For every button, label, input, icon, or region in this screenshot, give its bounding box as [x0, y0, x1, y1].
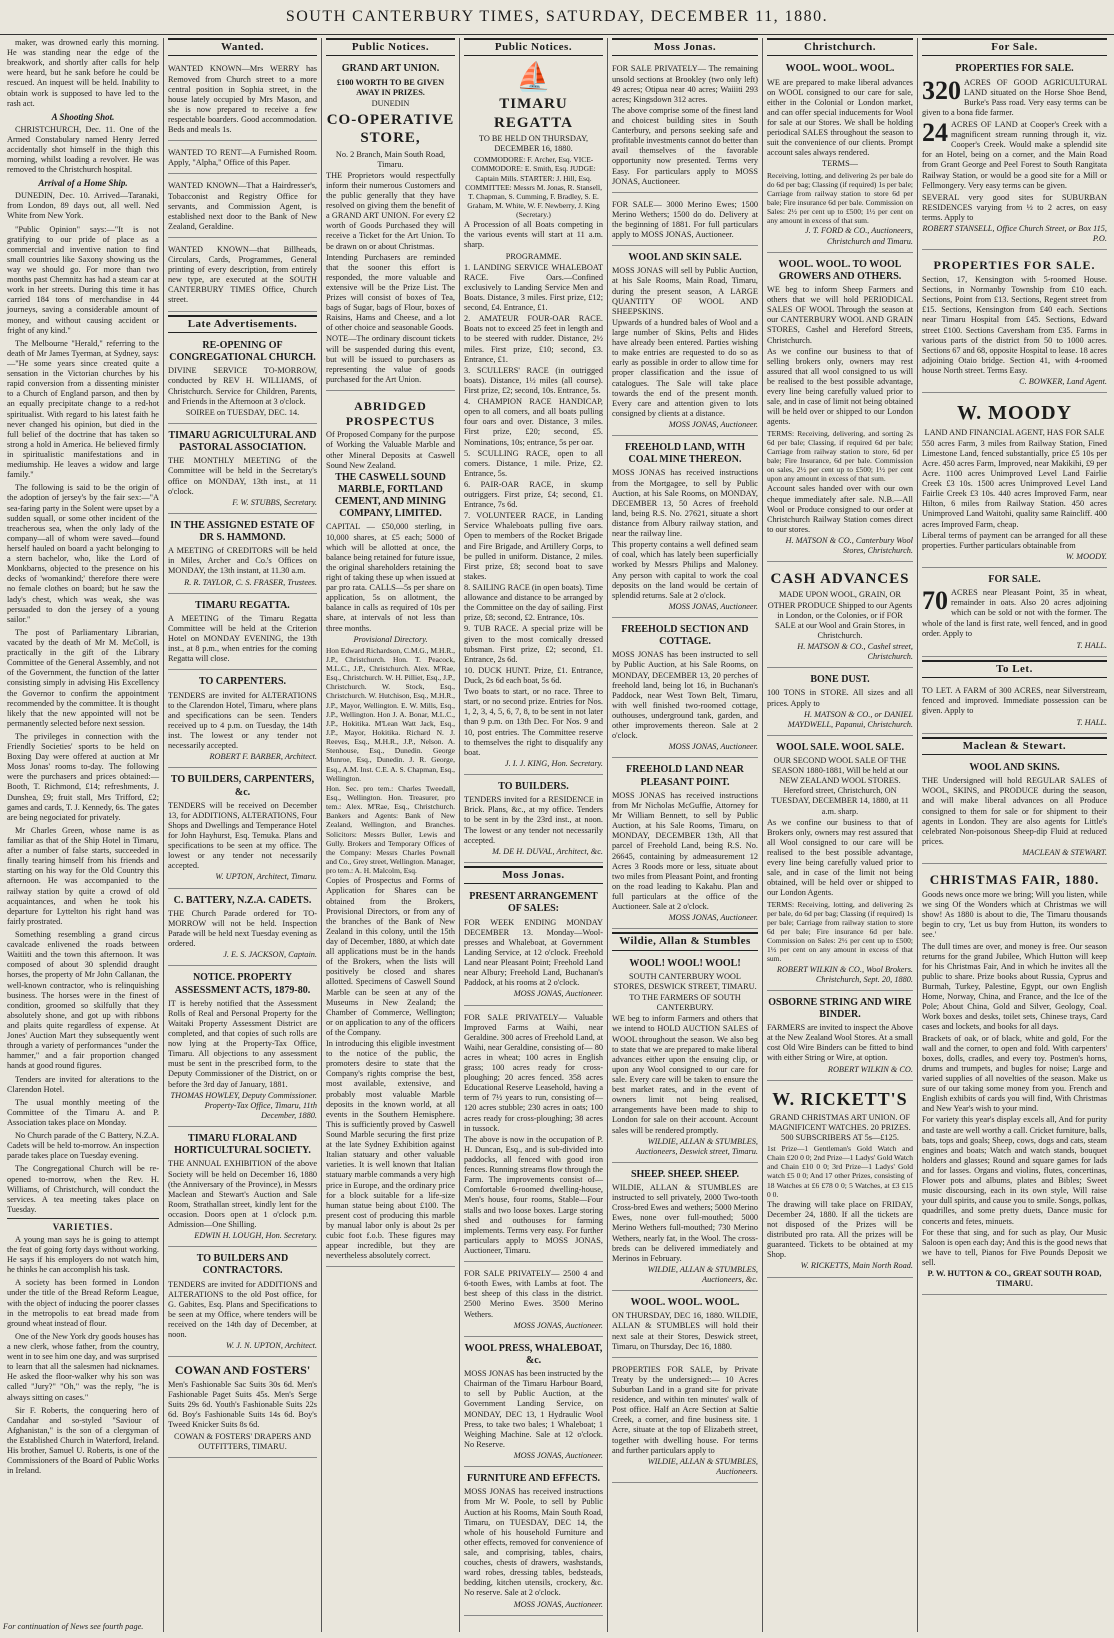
news-paragraph: Something resembling a grand circus cavalcade enlivened the roads between Waitiiti and the town this afternoon. It was composed of about 30 splendid draught horses, the property of Mr John Callanan, the well-known contractor, who is relinquishing business. The horses were in the finest of condition, groomed so skilfully that they absolutely shone, and got up with ribbons and plaits quite regardless of expense. At Jones' Auction Mart they subsequently went through a variety of performances "under the hammer," and a fair proportion changed hands at good round figures. [7, 930, 159, 1071]
page-columns [3, 38, 1111, 1632]
ad-title: C. BATTERY, N.Z.A. CADETS. [173, 894, 312, 906]
ad-signature: H. MATSON & CO., Canterbury Wool Stores, Christchurch. [785, 535, 913, 556]
ad-text: As we confine our business to that of selling brokers only, owners may rest assured that all wool consigned to us will be realised to the best possible advantage, every line being carefully valued prior to sale, and in case of limit not being obtained will be held over or shipped to our London agents. [767, 346, 913, 427]
ad-text [922, 75, 1107, 118]
ad-signature: COWAN & FOSTERS' DRAPERS AND OUTFITTERS, TIMARU. [173, 1431, 312, 1451]
ad-text: THE ANNUAL EXHIBITION of the above Society will be held on December 16, 1880 (the Anniversary of the Province), in Messrs Maclean and Stewart's Auction and Sale Room, Strathallan street, kindly lent for the occasion. Doors open at 1 o'clock p.m. Admission—One Shilling. [168, 1159, 317, 1230]
ad-text: TENDERS will be received on December 13, for ADDITIONS, ALTERATIONS, Four Shops and Dwellings and Temperance Hotel for John Hayhurst, Esq. Temuka. Plans and specifications to be seen at my office. The lowest or any tender not necessarily accepted. [168, 800, 317, 871]
ad-ford-wool [767, 60, 913, 252]
ad-signature: MOSS JONAS, Auctioneer. [513, 1599, 603, 1609]
ad-text: THE MONTHLY MEETING of the Committee will be held in the Secretary's office on MONDAY, 13th inst., at 11 o'clock. [168, 456, 317, 496]
ad-title: FREEHOLD SECTION AND COTTAGE. [621, 624, 749, 648]
ad-art-union [326, 60, 455, 391]
news-shooting: CHRISTCHURCH, Dec. 11. One of the Armed Constabulary named Henry Jerred accidentally shot himself in the thigh this morning, whilst loading a revolver. He was removed to the Christchurch hospital. [7, 124, 159, 175]
ad-assessment [168, 969, 317, 1127]
ad-signature: J. T. FORD & CO., Auctioneers, Christchurch and Timaru. [804, 226, 913, 246]
ad-text: LAND AND FINANCIAL AGENT, HAS FOR SALE [924, 427, 1105, 437]
ad-sections [612, 60, 758, 192]
ad-text: FOR WEEK ENDING MONDAY DECEMBER 13. Monday—Wool-presses and Whaleboat, at Government Landing Service, at 12 o'clock. Freehold Land near Pleasant Point; Freehold Land near Albury; Freehold Land, Buchanan's Paddock, at his rooms at 2 o'clock. [464, 917, 603, 988]
ad-cottage [612, 621, 758, 758]
ad-text: MOSS JONAS has received instructions from the Mortgagee, to sell by Public Auction, at his Sale Rooms, on MONDAY, DECEMBER 13, 50 Acres of freehold land, being R.S. No. 27621, situate a short distance from Albury railway station, and near the railway line. [612, 468, 758, 539]
regatta-event: 5. SCULLING RACE, open to all comers. Distance, 1 mile. Prize, £2. Entrance, 5s. [464, 448, 603, 478]
ad-signature: MOSS JONAS, Auctioneer. [513, 1320, 603, 1330]
ad-signature: M. DE H. DUVAL, Architect, &c. [492, 846, 603, 856]
ad-title: OSBORNE STRING AND WIRE BINDER. [768, 996, 912, 1020]
ad-subheading: PROGRAMME. [505, 251, 562, 261]
regatta-event: 9. TUB RACE. A special prize will be given to the most comically dressed tubsman. First prize, £2; second, £1. Entrance, 2s 6d. [464, 624, 603, 664]
ad-title: FREEHOLD LAND, WITH COAL MINE THEREON. [624, 442, 746, 466]
ad-text: The drawing will take place on FRIDAY, December 24, 1880. If all the tickets are not disposed of the Prizes will be distributed pro rata. All the prizes will be guaranteed. Tickets to be obtained at my Shop. [767, 1199, 913, 1260]
ad-signature: MOSS JONAS, Auctioneer. [513, 989, 603, 999]
ad-title: THE CASWELL SOUND MARBLE, FORTLAND CEMENT, AND MINING COMPANY, LIMITED. [334, 471, 447, 520]
regatta-event: 1. LANDING SERVICE WHALEBOAT RACE. Five Oars.—Confined exclusively to Landing Service Men and Boats. Distance, 3 miles. First prize, £12; second, £4. Entrance, £1. [464, 262, 603, 313]
ad-text: OUR SECOND WOOL SALE OF THE SEASON 1880-1881, Will be held at our NEW ZEALAND WOOL STORES. Hereford street, Christchurch, ON TUESDAY, DECEMBER 14, 1880, at 11 a.m. sharp. [771, 756, 909, 816]
ad-big-title: CHRISTMAS FAIR, 1880. [929, 872, 1100, 888]
column-christchurch [762, 38, 917, 1632]
ad-signature: T. HALL. [1076, 717, 1107, 727]
ad-text: WANTED KNOWN—Mrs WERRY has Removed from Church street to a more central position in Sophia street, in the house lately occupied by Mrs Mason, and she is now prepared to receive a few respectable boarders. Good accommodation. Beds and meals 1s. [168, 64, 317, 135]
ad-text: FOR SALE PRIVATELY— Valuable Improved Farms at Waihi, near Geraldine. 300 acres of Freehold Land, at Waihi, near Geraldine, consisting of— 80 acres in wheat; 100 acres in English grass; 100 acres ready for cross-ploughing; 20 acres fenced. 358 acres Educational Reserve Leasehold, having a term of 7½ years to run, consisting of— 120 acres stubble; 230 acres in oats; 100 acres ready for cross-ploughing; 38 acres in tussock. [464, 1012, 603, 1133]
ad-text: THE Undersigned will hold REGULAR SALES of WOOL, SKINS, and PRODUCE during the season, and will make liberal advances on all Produce consigned to them for sale or for shipment to their agents in London. They are also agents for Little's celebrated Non-poisonous Sheep-dip Fluid at reduced prices. [922, 776, 1107, 846]
ad-title: WOOL AND SKINS. [969, 762, 1060, 774]
ad-text: For variety this year's display excels all, And for purity and taste are well worthy a call. Cricket furniture, balls, bats, tops and goals; Sheep, cows, dogs and cats, steam engines and boats; Watch and watch stands, bouquet holders and glasses; Round and square games for lads and for lasses. Organs and violins, flutes, concertinas, Flower pots and albums, plates and Bibles; Sweet music discoursing, each in its own style, Will raise your dull spirits, and cause you to smile. Songs, polkas, quadrilles, and some pretty duets, Dance music for concerts and fetes, minuets. [922, 1115, 1107, 1226]
ad-hall-sale [922, 571, 1107, 657]
ad-title: FREEHOLD LAND NEAR PLEASANT POINT. [626, 764, 744, 788]
ad-text: WANTED TO RENT—A Furnished Room. Apply, "Alpha," Office of this Paper. [168, 148, 317, 168]
ad-text: MOSS JONAS has received instructions from Mr W. Poole, to sell by Public Auction at his Rooms, Main South Road, Timaru, on TUESDAY, DEC 14, the whole of his household Furniture and other effects, removed for convenience of sale, and comprising, tables, chairs, couches, chests of drawers, washstands, ward robes, dressing tables, bedsteads, bedding, kitchen utensils, crockery, &c. No reserve. Sale at 2 o'clock. [464, 1487, 603, 1598]
ad-wilkin-wool-sale [767, 739, 913, 991]
ad-bone-dust [767, 671, 913, 736]
ad-text: MOSS JONAS has been instructed to sell by Public Auction, at his Sale Rooms, on MONDAY, DECEMBER 13, 20 perches of freehold land, being lot 16, in Buchanan's Paddock, near West Town Belt, Timaru, with well finished two-roomed cottage, outhouses, underground tank, garden, and other improvements thereon. Sale at 2 o'clock. [612, 650, 758, 741]
ad-signature: C. BOWKER, Land Agent. [1019, 377, 1107, 387]
ad-text: ON THURSDAY, DEC 16, 1880. WILDIE, ALLAN & STUMBLES will hold their next sale at their Stores, Deswick street, Timaru, on Thursday, Dec 16, 1880. [612, 1311, 758, 1351]
ad-text: This property contains a well defined seam of coal, which has lately been superficially worked by Messrs Philips and Maloney. Any person with capital to work the coal deposits on the land would be certain of splendid returns. Sale at 2 o'clock. [612, 540, 758, 600]
column-moss-jonas [607, 38, 762, 1632]
ad-sales-arrangement [464, 888, 603, 1005]
ad-title: FURNITURE AND EFFECTS. [466, 1473, 601, 1485]
ad-pleasant-point [612, 761, 758, 929]
news-paragraph: The Congregational Church will be re-opened to-morrow, when the Rev. H. Williams, of Christchurch, will conduct the services. A tea meeting takes place on Tuesday. [7, 1164, 159, 1214]
ad-wanted [168, 144, 317, 174]
ad-signature: T. HALL. [1076, 640, 1107, 650]
ad-signature: W. UPTON, Architect, Timaru. [215, 872, 317, 882]
ad-text: 100 TONS in STORE. All sizes and all prices. Apply to [767, 688, 913, 708]
ad-regatta-meeting [168, 597, 317, 671]
ad-signature: H. MATSON & CO., Cashel street, Christchurch. [797, 642, 913, 662]
acreage-number: 320 [922, 75, 961, 105]
ad-text: A MEETING of CREDITORS will be held in Miles, Archer and Co.'s Offices on MONDAY, the 13th instant, at 11.30 a.m. [168, 546, 317, 576]
ad-text: MOSS JONAS will sell by Public Auction, at his Sale Rooms, Main Road, Timaru, during the present season, A LARGE QUANTITY OF WOOL AND SHEEPSKINS. [612, 266, 758, 316]
ad-title: WOOL. WOOL. WOOL. [785, 63, 895, 75]
ad-signature: MOSS JONAS, Auctioneer. [668, 601, 758, 611]
ad-floral [168, 1130, 317, 1247]
news-paragraph: Mr Charles Green, whose name is as familiar as that of the Ship Hotel in Timaru, after a number of false starts, succeeded in finally tearing himself from his friends and starting on his way for the Old Country this afternoon. He was accompanied to the railway station by quite a crowd of old acquaintances, and when he took his departure for Lyttelton his right hand was fairly prostrated. [7, 825, 159, 926]
ad-hammond [168, 517, 317, 594]
ad-text: SOUTH CANTERBURY WOOL STORES, DESWICK STREET, TIMARU. [613, 971, 757, 991]
ad-title: WOOL AND SKIN SALE. [628, 252, 742, 264]
ad-text: Upwards of a hundred bales of Wool and a large number of Skins, Pelts and Hides have already been entered. Parties wishing to make entries are requested to do so as early as possible in order to allow time for proper classification and the issue of catalogues. The Sale will take place towards the end of the present month. Every care and attention given to lots consigned by clients at a distance. [612, 317, 758, 418]
regatta-event: 2. AMATEUR FOUR-OAR RACE. Boats not to exceed 25 feet in length and to be steered with rudder. Distance, 2½ miles. First prize, £10; second, £3. Entrance, £1. [464, 314, 603, 364]
ad-text: THE Church Parade ordered for TO-MORROW will not be held. Inspection Parade will be held next Tuesday evening as ordered. [168, 908, 317, 949]
varieties-item: A young man says he is going to attempt the feat of going forty days without working. He says if his employers do not watch him, he thinks he can accomplish his task. [7, 1234, 159, 1275]
ad-stansell [922, 60, 1107, 250]
ad-text: Goods news once more we bring; Will you listen, while we sing Of the Wonders which at Christmas we will show! As 1880 is about to die, The Timaru thousands begin to cry, 'Let us buy from Hutton, its wonders to see.' [922, 890, 1107, 940]
ad-title: GRAND ART UNION. [341, 63, 440, 75]
ad-text: CAPITAL — £50,000 sterling, in 10,000 shares, at £5 each; 5000 of which will be allotted at once, the balance being retained for future issue, the original shareholders retaining the right of taking these up when issued at par pro rata. CALLS—5s per share on application, 5s on allotment, the balance in calls as required of 10s per share, at intervals of not less than three months. [326, 522, 456, 633]
news-paragraph: "Public Opinion" says:—"It is not gratifying to our pride of place as a commercial and inventive nation to find small countries like Saxony showing us the way we should go. For more than two months past Chemnitz has had a steam car at work in her streets. During this time it has carried 184 tons of merchandise in 44 journeys, saving a considerable amount of money, and without causing accident or fright of any kind." [7, 224, 159, 335]
ad-binder [767, 994, 913, 1081]
ad-text: As we confine our business to that of Brokers only, owners may rest assured that all Wool consigned to our care will be realised to the best possible advantage, every line being carefully valued prior to sale, and in case of the limit not being obtained, will be held over or shipped to our London Agents. [767, 817, 913, 898]
ad-title: WOOL. WOOL. TO WOOL GROWERS AND OTHERS. [778, 258, 902, 282]
ad-big-title: CASH ADVANCES [770, 571, 910, 588]
ad-sheep [612, 1166, 758, 1291]
acreage-number: 70 [922, 586, 948, 616]
ad-matson-wool [767, 256, 913, 563]
ad-text: 550 acres Farm, 3 miles from Railway Station, Fined Limestone Land, fenced substantially, price £5 10s per Acre. 450 acres Farm, Improved, near Makikihi, £9 per Acre. 1100 acres Unimproved Level Land Fairlie Creek £3 10s. 1500 acres Unimproved Level Land Fairlie Creek £3 10s. 440 acres Improved Farm, near Hilton, 6 miles from Railway Station. 450 acres Unimproved Land Waitohi, quality same Raincliff. 400 acres Improved Farm, cheap. [922, 438, 1107, 529]
varieties-item: Sir F. Roberts, the conquering hero of Candahar and so-styled "Saviour of Afghanistan," is the son of a clergyman of the Established Church in Waterford, Ireland. His brother, Samuel U. Roberts, is one of the Commissioners of the Board of Public Works in Ireland. [7, 1405, 159, 1476]
ad-text: £100 WORTH TO BE GIVEN AWAY IN PRIZES. [336, 77, 445, 97]
ad-properties [612, 1361, 758, 1483]
ad-merino [612, 196, 758, 246]
ad-bowker [922, 253, 1107, 393]
ad-text [922, 120, 1107, 191]
ad-text: Liberal terms of payment can be arranged for all these properties. Further particulars obtainable from [922, 530, 1107, 550]
ad-text: DIVINE SERVICE TO-MORROW, conducted by REV H. WILLIAMS, of Christchurch. Service for Children, Parents, and Friends in the Afternoon at 3 o'clock. [168, 366, 317, 406]
ad-wanted [168, 241, 317, 312]
ad-text: A MEETING of the Timaru Regatta Committee will be held at the Criterion Hotel on MONDAY EVENING, the 13th inst., at 8 p.m., when entries for the coming Regatta will close. [168, 613, 317, 664]
ad-maclean-wool [922, 759, 1107, 864]
section-heading-christchurch: Christchurch. [767, 38, 913, 56]
ad-text: FOR SALE PRIVATELY— The remaining unsold sections at Brookley (two only left) 49 acres; Otipua near 40 acres; Waiiiti 293 acres; Kingsdown 312 acres. [612, 64, 758, 104]
ad-text: FOR SALE PRIVATELY— 2500 4 and 6-tooth Ewes, with Lambs at foot. The best sheep of this class in the district. 2500 Merino Ewes. 3500 Merino Wethers. [464, 1269, 603, 1319]
regatta-event: 4. CHAMPION RACE HANDICAP, open to all comers, and all boats pulling four oars and over. Distance, 3 miles. First prize, £20; second, £5. Nominations, 10s; entrance, 5s per oar. [464, 397, 603, 447]
ad-signature: MOSS JONAS, Auctioneer. [668, 742, 758, 752]
ad-signature: W. J. N. UPTON, Architect. [225, 1341, 317, 1351]
ad-title: WOOL! WOOL! WOOL! [629, 957, 741, 969]
ad-big-title: TIMARU REGATTA [494, 96, 573, 131]
varieties-item: One of the New York dry goods houses has a new clerk, whose father, from the country, went in to see him one day, and was surprised to learn that all the salesmen had nicknames. He asked the floor-walker why his son was called "Jury?" "Oh," was the reply, "he is always sitting on cases." [7, 1331, 159, 1402]
ad-cowan-fosters [168, 1360, 317, 1457]
ad-big-title: PROPERTIES FOR SALE. [933, 258, 1096, 273]
news-ship: DUNEDIN, Dec. 10. Arrived—Taranaki, from London, 89 days out, all well. Ned White from New York. [7, 191, 159, 221]
ad-big-title: W. MOODY [956, 402, 1073, 425]
ad-regatta [464, 60, 603, 775]
news-heading-shooting: A Shooting Shot. [51, 111, 115, 122]
ad-terms: Receiving, lotting, and delivering 2s per bale do do 6d per bag; Classing (if required) 1s per bale; Carriage from railway station to store 6d per bale; Fire insurance 6d per bale. Commission on Sales: 2½ per cent up to £500; 1½ per cent on any amount in excess of that sum. [767, 170, 913, 226]
ad-text: No. 2 Branch, Main South Road, Timaru. [335, 149, 446, 169]
varieties-item: A society has been formed in London under the title of the Bread Reform League, with the object of inducing the poorer classes in the metropolis to eat bread made from ground wheat instead of flour. [7, 1278, 159, 1328]
section-heading-public-notices: Public Notices. [464, 38, 603, 56]
ad-big-title: CO-OPERATIVE STORE, [326, 111, 455, 147]
ad-signature: THOMAS HOWLEY, Deputy Commissioner. Property-Tax Office, Timaru, 11th December, 1880. [170, 1090, 317, 1120]
ad-wanted [168, 60, 317, 141]
ad-signature: ROBERT WILKIN & CO., Wool Brokers. Christchurch, Sept. 20, 1880. [776, 964, 913, 984]
prize-list: 1st Prize—1 Gentleman's Gold Watch and Chain £20 0 0; 2nd Prize—1 Ladys' Gold Watch and Chain £10 0 0; 3rd Prize—1 Ladys' Gold watch £5 0 0; And 17 other Prizes, consisting of 18 Watches at £6 £78 0 0; 5 Watches, at £3 £15 0 0. [767, 1143, 913, 1199]
column-public-notices-2 [459, 38, 607, 1632]
ad-signature: WILDIE, ALLAN & STUMBLES, Auctioneers, &c. [647, 1264, 758, 1284]
ad-text: SOIREE on TUESDAY, DEC. 14. [185, 407, 300, 417]
ad-text: Men's Fashionable Sac Suits 30s 6d. Men's Fashionable Paget Suits 45s. Men's Serge Suits 29s 6d. Youth's Fashionable Suits 22s 6d. Boy's Fashionable Suits 14s 6d. Boy's Tweed Knicker Suits 8s 6d. [168, 1380, 317, 1430]
ad-ricketts [767, 1084, 913, 1278]
ad-subheading: Provisional Directory. [353, 634, 428, 644]
ad-title: TIMARU AGRICULTURAL AND PASTORAL ASSOCIATION. [168, 429, 317, 454]
ad-text: WE are prepared to make liberal advances on WOOL consigned to our care for sale, either in the Colonial or London market, and can offer special inducements for Wool for sale at our Stores. We shall be holding periodical SALES throughout the season to suit the convenience of our clients. Prompt account sales always rendered. [767, 77, 913, 158]
column-for-sale [917, 38, 1111, 1632]
ad-ewes [464, 1265, 603, 1337]
ad-signature: P. W. HUTTON & CO., GREAT SOUTH ROAD, TIMARU. [927, 1269, 1102, 1289]
ad-text: SEVERAL very good sites for SUBURBAN RESIDENCES varying from ½ to 2 acres, on easy terms. Apply to [922, 192, 1107, 223]
sailing-ship-icon: ⛵ [516, 62, 551, 94]
ad-title: TIMARU REGATTA. [195, 599, 290, 611]
section-heading-late: Late Advertisements. [168, 315, 317, 333]
ad-title: COWAN AND FOSTERS' [174, 1363, 311, 1378]
ad-farms-waihi [464, 1009, 603, 1263]
ad-subheading: TERMS— [822, 159, 858, 169]
ad-title: TO BUILDERS AND CONTRACTORS. [196, 1253, 289, 1277]
continuation-note: For continuation of News see fourth page. [3, 1622, 144, 1631]
ad-text: ACRES OF GOOD AGRICULTURAL LAND situated on the Horse Shoe Bend, Burke's Pass road. Very easy terms can be given to a bona fide farmer. [922, 77, 1107, 117]
ad-carpenters [168, 673, 317, 768]
section-heading-for-sale: For Sale. [922, 38, 1107, 56]
ad-signature: WILDIE, ALLAN & STUMBLES, Auctioneers. [647, 1456, 758, 1476]
ad-signature: MACLEAN & STEWART. [1022, 848, 1107, 858]
ad-text: TO BE HELD ON THURSDAY, DECEMBER 16, 1880. [478, 134, 589, 154]
news-paragraph: The post of Parliamentary Librarian, vacated by the death of Mr M. McColl, is practically in the gift of the Library Committee of the General Assembly, and not of the Government, the function of the latter consisting simply in advising His Excellency the Governor to confirm the appointment recommended by the committee. It is thought likely that the new appointed will not be permanently selected before next session. [7, 627, 159, 728]
ad-wool-skin-sale [612, 249, 758, 436]
varieties-heading: VARIETIES. [52, 1221, 114, 1232]
ad-prospectus [326, 394, 455, 1267]
ad-text: Section, 17, Kensington with 5-roomed House. Sections, in Normanby Township from £10 each. Sections, Point from £13. Sections, Regent street from £15. Sections, Kensington from £40 each. Sections near Timaru Hospital from £45. Sections, Edward street £100. Sections Caversham from £35. Farms in various parts of the district from 50 to 1000 acres. Sections 67 and 68, opposite Hospital to lease. 18 acres adjoining Otaio bridge. Section 41, with 4-roomed house North street. Terms Easy. [922, 274, 1107, 375]
ad-text: TO THE FARMERS OF SOUTH CANTERBURY. [629, 993, 741, 1013]
ad-text: Intending Purchasers are reminded that the sooner this effort is responded, the more valuable and extensive will be the Prize List. The Prizes will consist of boxes of Tea, bags of Sugar, bags of Flour, boxes of Raisins, Hams and Cheese, and a lot of other choice and seasonable Goods. [326, 252, 455, 333]
ad-text: THE Proprietors would respectfully inform their numerous Customers and the public generally that they have resolved on giving them the benefit of a GRAND ART UNION. For every £2 worth of Goods Purchased they will receive a Ticket for the Art Union. To be drawn on or about Christmas. [326, 170, 455, 251]
section-heading-to-let: To Let. [922, 660, 1107, 678]
ad-text: In introducing this eligible investment to the notice of the public, the promoters desire to state that the Company's rights comprise the best, most available, extensive, and probably most valuable Marble deposits in the known world, at all events in the Southern Hemisphere. This is sufficiently proved by Caswell Sound Marble securing the first prize at the late Sydney Exhibition against Italian statuary and other valuable varieties. It is well known that Italian statuary marble commands a very high price in Europe, and the ordinary price for a block suitable for a life-size human statue being about £100. The present cost of producing this marble by manual labor only is about 2s per cubic foot f.o.b. These figures may appear incredible, but they are nevertheless absolutely correct. [326, 1039, 455, 1261]
ad-text: WE beg to inform Sheep Farmers and others that we will hold PERIODICAL SALES OF WOOL Through the season at our CANTERBURY WOOL AND GRAIN STORES, Cashel and Hereford Streets, Christchurch. [767, 285, 913, 345]
regatta-event: 10. DUCK HUNT. Prize, £1. Entrance, Duck, 2s 6d each boat, 5s 6d. [464, 665, 603, 686]
ad-signature: J. I. J. KING, Hon. Secretary. [504, 758, 603, 768]
ad-text: MOSS JONAS has been instructed by the Chairman of the Timaru Harbour Board, to sell by Public Auction, at the Government Landing Service, on MONDAY, DEC 13, 1 Hydraulic Wool Press, to take two bales; 1 Whaleboat; 1 Weighing Machine. Sale at 12 o'clock. No Reserve. [464, 1369, 603, 1449]
ad-text: Hon. Sec. pro tem.: Charles Tweedall, Esq., Wellington. Hon. Treasurer, pro tem.: Alex. M'Rae, Esq., Christchurch. Bankers and Agents: Bank of New Zealand, Wellington, and Branches. Solicitors: Messrs Buller, Lewis and Gully. Brokers and Temporary Offices of the Company: Messrs Charles Pownall and Co., Grey street, Wellington. Manager, pro tem.: A. H. Malcolm, Esq. [326, 783, 455, 876]
section-heading-moss-jonas: Moss Jonas. [612, 38, 758, 56]
ad-to-builders [464, 778, 603, 863]
news-paragraph: No Church parade of the C Battery, N.Z.A. Cadets will be held to-morrow. An inspection parade takes place on Tuesday evening. [7, 1131, 159, 1161]
ad-wool-sale [612, 1294, 758, 1358]
section-heading-wildie: Wildie, Allan & Stumbles [612, 932, 758, 950]
ad-title: TO BUILDERS. [498, 781, 569, 792]
ad-title: TIMARU FLORAL AND HORTICULTURAL SOCIETY. [174, 1133, 311, 1157]
ad-terms: TERMS: Receiving, lotting, and delivering 2s per bale, do 6d per bag; Classing (if required) 1s per bale; Carriage from railway station to store 6d per bale; Fire insurance 6d per bale. Commission on Sales: 2½ per cent up to £500; 1½ per cent on any amount in excess of that sum. [767, 899, 913, 964]
ad-signature: ROBERT WILKIN & CO. [827, 1064, 913, 1074]
column-news [3, 38, 163, 1632]
ad-text: MOSS JONAS has received instructions from Mr Nicholas McGuffie, Attorney for Mr William Bennett, to sell by Public Auction, at his Sale Rooms, Timaru, on MONDAY, DECEMBER 13th, All that parcel of Freehold Land, being R.S. No. 26645, containing by admeasurement 12 Acres 3 Roods more or less, situate about two miles from Pleasant Point, and fronting on the road leading to Kakahu. Plan and full particulars at the office of the Auctioneer. Sale at 2 o'clock. [612, 790, 758, 912]
ad-signature: MOSS JONAS, Auctioneer. [513, 1451, 603, 1461]
ad-text: The above is now in the occupation of P. H. Duncan, Esq., and is sub-divided into paddocks, all fenced with good iron fences. Running streams flow through the Farm. The improvements consist of—Comfortable 6-roomed dwelling-house, Men's house, four rooms, Stable—Four stalls and two loose boxes. Large storing shed and outhouses for farming implements. Terms very easy. For further particulars apply to MOSS JONAS, Auctioneer, Timaru. [464, 1134, 603, 1256]
ad-coal-mine [612, 439, 758, 618]
ad-text: ACRES OF LAND at Cooper's Creek with a magnificent stream running through it, viz. Cooper's Creek. Would make a splendid site for an Hotel, being on a corner, and the Main Road from Grant George and Peel Forest to South Rangitata Railway Station, or would be a good site for a Mill or Fellmongery. Very easy terms can be given. [922, 120, 1107, 190]
ad-text: A Procession of all Boats competing in the various events will start at 11 a.m. sharp. [464, 220, 603, 250]
ad-text: FOR SALE— 3000 Merino Ewes; 1500 Merino Wethers; 1500 do do. Delivery at the beginning of 1881. For full particulars apply to MOSS JONAS, Auctioneer. [612, 199, 758, 240]
ad-title: IN THE ASSIGNED ESTATE OF DR S. HAMMOND. [170, 519, 315, 544]
ad-signature: H. MATSON & CO., or DANIEL MAYDWELL, Papanui, Christchurch. [787, 709, 913, 729]
ad-moody [922, 396, 1107, 568]
ad-text: COMMODORE: F. Archer, Esq. VICE-COMMODORE: E. Smith, Esq. JUDGE: Captain Mills. STARTER: J. Hill, Esq. COMMITTEE: Messrs M. Jonas, R. Stansell, T. Chapman, S. Cumming, F. Bradley, S. E. Graham, M. White, W. F. Newberry, J. King (Secretary.) [465, 155, 602, 220]
news-paragraph: The following is said to be the origin of the adoption of jersey's by the fair sex:—"A sea-faring party in the Solent were upset by a sudden squall, or some other incident of the treacherous sea, when the only lady of the company—all of whom were saved—found herself hauled on board a yacht belonging to a stern bachelor, who, like the Lord of Monkbarns, objected to the presence on his decks of 'womankind;' therefore there were no female clothes on board; but he saw the lady's chest, which was weak, she was persuaded to don the jersey of a young sailor." [7, 483, 159, 624]
ad-title: SHEEP. SHEEP. SHEEP. [630, 1168, 740, 1180]
regatta-event: 7. VOLUNTEER RACE, in Landing Service Whaleboats pulling five oars. Open to members of the Rocket Brigade and Fire Brigade, and Artillery Corps, to be pulled in uniform. Distance, 2 miles. First prize, £8; second boat to save stakes. [464, 511, 603, 581]
ad-signature: MOSS JONAS, Auctioneer. [668, 419, 758, 429]
ad-text: IT is hereby notified that the Assessment Rolls of Real and Personal Property for the Waitaki Property Assessment District are completed, and that copies of such rolls are now lying at the Property-Tax Office, Timaru. All objections to any assessment must be sent in the prescribed form, to the Deputy Commissioner of the District, on or before the 3rd day of January, 1881. [168, 998, 317, 1089]
news-paragraph: Tenders are invited for alterations to the Clarendon Hotel. [7, 1074, 159, 1094]
section-heading-wanted: Wanted. [168, 38, 317, 56]
ad-text: NOTE—The ordinary discount tickets will be suspended during this event, but will be issued to purchasers as representing the value of goods purchased for the Art Union. [326, 334, 455, 384]
ad-title: TO BUILDERS, CARPENTERS, &c. [170, 774, 315, 798]
ad-title: WOOL PRESS, WHALEBOAT, &c. [464, 1342, 603, 1366]
ad-text: DUNEDIN [371, 98, 410, 108]
ad-signature: W. MOODY. [1065, 551, 1107, 561]
ad-text: TENDERS invited for a RESIDENCE in Brick. Plans, &c., at my office. Tenders to be sent in by the 23rd inst., at noon. The lowest or any tender not necessarily accepted. [464, 795, 603, 845]
news-paragraph: The usual monthly meeting of the Committee of the Timaru A. and P. Association takes place on Monday. [7, 1097, 159, 1127]
ad-to-let [922, 682, 1107, 733]
ad-wool-press [464, 1340, 603, 1467]
column-wanted [163, 38, 321, 1632]
ad-text: Account sales handed over with our own cheque immediately after sale. N.B.—All Wool or Produce consigned to our order at Christchurch Railway Station comes direct to our stores. [767, 484, 913, 534]
ad-text [922, 588, 1107, 639]
ad-christmas-fair [922, 867, 1107, 1295]
ad-signature: MOSS JONAS, Auctioneer. [668, 913, 758, 923]
ad-contractors [168, 1250, 317, 1357]
ad-title: FOR SALE. [988, 573, 1041, 585]
ad-title: WOOL SALE. WOOL SALE. [776, 741, 904, 753]
ad-text: GRAND CHRISTMAS ART UNION. OF MAGNIFICENT WATCHES. 20 PRIZES. 500 SUBSCRIBERS AT 5s—£125. [769, 1112, 911, 1142]
divider [7, 1218, 159, 1219]
ad-signature: F. W. STUBBS, Secretary. [232, 497, 317, 507]
ad-signature: ROBERT F. BARBER, Architect. [209, 752, 317, 762]
ad-text: The above comprise some of the finest land and choicest building sites in South Canterbury, and persons seeking safe and profitable investments cannot do better than avail themselves of the favorable opportunity now presented. Terms very Easy. For particulars apply to MOSS JONAS, Auctioneer. [612, 105, 758, 186]
ad-text: FARMERS are invited to inspect the Above at the New Zealand Wool Stores. At a small cost Old Wire Binders can be fitted to bind with either String or Wire, at option. [767, 1023, 913, 1063]
column-public-notices-1 [321, 38, 459, 1632]
ad-signature: J. E. S. JACKSON, Captain. [223, 950, 317, 960]
ad-big-title: ABRIDGED PROSPECTUS [345, 399, 436, 428]
ad-congregational [168, 337, 317, 424]
regatta-event: 8. SAILING RACE (in open boats). Time allowance and distance to be arranged by the Committee on the day of sailing. First prize, £8; second, £2. Entrance, 10s. [464, 583, 603, 623]
ad-builders [168, 771, 317, 888]
ad-agricultural [168, 427, 317, 514]
ad-wool-stores [612, 955, 758, 1163]
ad-text: MADE UPON WOOL, GRAIN, OR OTHER PRODUCE Shipped to our Agents in London, or the Colonies, or if FOR SALE at our Wool and Grain Stores, in Christchurch. [767, 590, 913, 640]
acreage-number: 24 [922, 118, 948, 148]
ad-text: Two boats to start, or no race. Three to start, or no second prize. Entries for Nos. 1, 2, 3, 4, 5, 6, 7, 8, to be sent in not later than 9 p.m. on 13th Dec. For Nos. 9 and 10, post entries. The Committee reserve to themselves the right to disqualify any boat. [464, 687, 603, 757]
ad-cadets [168, 892, 317, 967]
news-intro: maker, was drowned early this morning. He was standing near the edge of the breakwork, and shortly after calls for help were heard, but he sank before he could be rescued. An inquest will be held. Inability to obtain work is supposed to have led to the rash act. [7, 38, 159, 108]
ad-text: WANTED KNOWN—that Billheads, Circulars, Cards, Programmes, General printing of every description, from entirely new type, are executed at the SOUTH CANTERBURY TIMES Office, Church street. [168, 244, 317, 305]
ad-title: BONE DUST. [810, 674, 870, 686]
news-paragraph: The Melbourne "Herald," referring to the death of Mr James Tyerman, at Sydney, says:—"He some years since created quite a sensation in the Victorian churches by his rapid conversion from a dissenting minister to a Church of England parson, and then by an equally precipitate change to a red-hot spiritualist. With regard to his latest faith he never changed his opinion, but died in the full belief of the doctrine that has taken so strong a hold in America. He believed firmly in spiritualistic manifestations and in mediumship. He leaves a widow and large family." [7, 338, 159, 480]
ad-text: WE beg to inform Farmers and others that we intend to HOLD AUCTION SALES of WOOL throughout the season. We also beg to state that we are prepared to make liberal advances either upon the ensuing clip, or upon any Wool consigned to our care for sale. Every care will be taken to ensure the best market rates, and in the event of owners limit not being realised, arrangements have been made to ship to London for sale on their account. Account sales will be rendered promptly. [612, 1014, 758, 1135]
regatta-event: 6. PAIR-OAR RACE, in skump outriggers. First prize, £4; second, £1. Entrance, 7s 6d. [464, 479, 603, 510]
ad-title: PRESENT ARRANGEMENT OF SALES: [469, 891, 598, 915]
masthead: SOUTH CANTERBURY TIMES, SATURDAY, DECEMBER 11, 1880. [0, 0, 1114, 35]
ad-text: Hon Edward Richardson, C.M.G., M.H.R., J.P., Christchurch. Hon. T. Peacock, M.L.C., J.P., Christchurch. Alex. M'Rae, Esq., Christchurch. W. H. Pilliet, Esq., J.P., Christchurch. W. Stock, Esq., Christchurch. W. Hutchison, Esq., M.H.R., J.P., Mayor, Wellington. E. W. Mills, Esq., J.P., Wellington. Hon J. A. Bonar, M.L.C., J.P., Hokitika. M'Lean Watt Jack, Esq., J.P., Mayor, Hokitika. Richard N. J. Reeves, Esq., M.H.R., J.P., Nelson. A. Stenhouse, Esq., Dunedin. George Munroe, Esq., Dunedin. J. R. George, Esq., A.M. Inst. C.E. A. S. Chapman, Esq., Wellington. [326, 645, 455, 783]
ad-text: Of Proposed Company for the purpose of Working the Valuable Marble and other Mineral Deposits at Caswell Sound New Zealand. [326, 430, 455, 470]
ad-signature: ROBERT STANSELL, Office Church Street, or Box 115, P.O. [922, 224, 1107, 244]
ad-text: The dull times are over, and money is free. Our season returns for the grand Jubilee, Which Hutton will keep for his Christmas Fair, And in which he invites all the public to share. Prize books about Russia, Cyprus and Burmah, Turkey, Palestine, Egypt, our own English Home, Norway, China, and France, and the Ice of the Pole; About China, Gold and Silver, Geology, Coal. Work boxes and desks, toilet sets, Chinese trays, Card cases and lockets, and books for all days. [922, 941, 1107, 1032]
section-heading-public-notices: Public Notices. [326, 38, 455, 56]
ad-text: Copies of Prospectus and Forms of Application for Shares can be obtained from the Brokers, Provisional Directors, or from any of the branches of the Bank of New Zealand in this colony, until the 15th day of December, 1880, at which date all applications must be in the hands of the Brokers, when the lists will positively be closed and shares allotted. Specimens of Caswell Sound Marble can be seen at any of the Museums in New Zealand; the Chamber of Commerce, Wellington; or on application to any of the officers of the Company. [326, 876, 455, 1037]
ad-text: WILDIE, ALLAN & STUMBLES are instructed to sell privately, 2000 Two-tooth Cross-bred Ewes and wethers; 5000 Merino Ewes, none over full-mouthed; 5000 Merino Wethers full-mouthed; 730 Merino Wethers, nearly fat, in the Wool. The cross-breds can be delivered immediately and Merinos in February. [612, 1183, 758, 1263]
section-heading-moss-jonas: Moss Jonas. [464, 866, 603, 884]
ad-title: RE-OPENING OF CONGREGATIONAL CHURCH. [169, 340, 316, 364]
ad-text: ACRES near Pleasant Point, 35 in wheat, remainder in oats. Also 20 acres adjoining which can be sold or not with the former. The whole of the land is first rate, well fenced, and in good order. Apply to [922, 588, 1107, 638]
regatta-event: 3. SCULLERS' RACE (in outrigged boats). Distance, 1½ miles (all course). First prize, £2; second, 10s. Entrance, 5s. [464, 365, 603, 395]
ad-text: TENDERS are invited for ALTERATIONS to the Clarendon Hotel, Timaru, where plans and specifications can be seen. Tenders received up to 4 p.m. on Tuesday, the 14th inst. The lowest or any tender not necessarily accepted. [168, 690, 317, 751]
ad-text: TO LET. A FARM of 300 ACRES, near Silverstream, fenced and improved. Immediate possession can be given. Apply to [922, 686, 1107, 716]
ad-text: TENDERS are invited for ADDITIONS and ALTERATIONS to the old Post office, for G. Gabites, Esq. Plans and Specifications to be seen at my Office, where tenders will be received on the 14th day of December, at noon. [168, 1279, 317, 1340]
ad-text: PROPERTIES FOR SALE, by Private Treaty by the undersigned:— 10 Acres Suburban Land in a grand site for private residence, and within ten minutes' walk of Post office. Half an Acre Section at Saltie Creek, a corner, and fine business site. 1 Acre, situate at the top of Elizabeth street, together with dwelling house. For terms and further particulars apply to [612, 1364, 758, 1455]
ad-text: Brackets of oak, or of black, white and gold, For the wall and the corner, to open and fold. With carpenters' boxes, dolls, cradles, and every toy. Postmen's horns, drums and trumpets, and bugles for noise; Large and varied supplies of all novelties of the season. Make us sure of our taking some money from you. French and English exhibits of cards you will find, With Christmas and New Year's wish to your mind. [922, 1033, 1107, 1114]
ad-furniture [464, 1470, 603, 1616]
ad-cash-advances [767, 565, 913, 668]
ad-terms: TERMS: Receiving, delivering, and sorting 2s 6d per bale; Classing, if required 6d per bale; Carriage from railway station to store, 6d per bale; Fire Insurance, 6d per bale. Commission on sales, 2½ per cent up to £500; 1½ per cent upon any amount in excess of that sum. [767, 428, 913, 484]
ad-signature: W. RICKETTS, Main North Road. [800, 1261, 913, 1271]
ad-big-title: W. RICKETT'S [772, 1088, 908, 1109]
news-heading-ship: Arrival of a Home Ship. [38, 178, 128, 189]
ad-text: For these that sing, and for such as play, Our Music Saloon is open each day; And this is the good news that we have to tell, Pianos for Five Pounds Deposit we sell. [922, 1227, 1107, 1267]
news-paragraph: The privileges in connection with the Friendly Societies' sports to be held on Boxing Day were offered at auction at Mr Moss Jonas' rooms to-day. The following were the purchasers and prices obtained:—Booth, T. Richmond, £14; refreshments, J. Dunshea, £9; fruit stall, Mrs Trifford, £2; games and cards, T. J. Kennedy, 6s. The gates are being negociated for privately. [7, 731, 159, 822]
ad-signature: WILDIE, ALLAN & STUMBLES, Auctioneers, Deswick street, Timaru. [635, 1136, 758, 1156]
ad-wanted [168, 177, 317, 238]
ad-text: WANTED KNOWN—That a Hairdresser's, Tobacconist and Registry Office for servants, and Commission Agent, is established next door to the Bank of New Zealand, Geraldine. [168, 181, 317, 231]
section-heading-maclean: Maclean & Stewart. [922, 737, 1107, 755]
ad-title: PROPERTIES FOR SALE. [955, 63, 1074, 75]
ad-signature: R. R. TAYLOR, C. S. FRASER, Trustees. [184, 577, 317, 587]
ad-title: WOOL. WOOL. WOOL. [630, 1297, 740, 1309]
ad-signature: EDWIN H. LOUGH, Hon. Secretary. [194, 1231, 317, 1241]
ad-title: TO CARPENTERS. [198, 676, 287, 688]
ad-title: NOTICE. PROPERTY ASSESSMENT ACTS, 1879-80. [174, 972, 311, 996]
